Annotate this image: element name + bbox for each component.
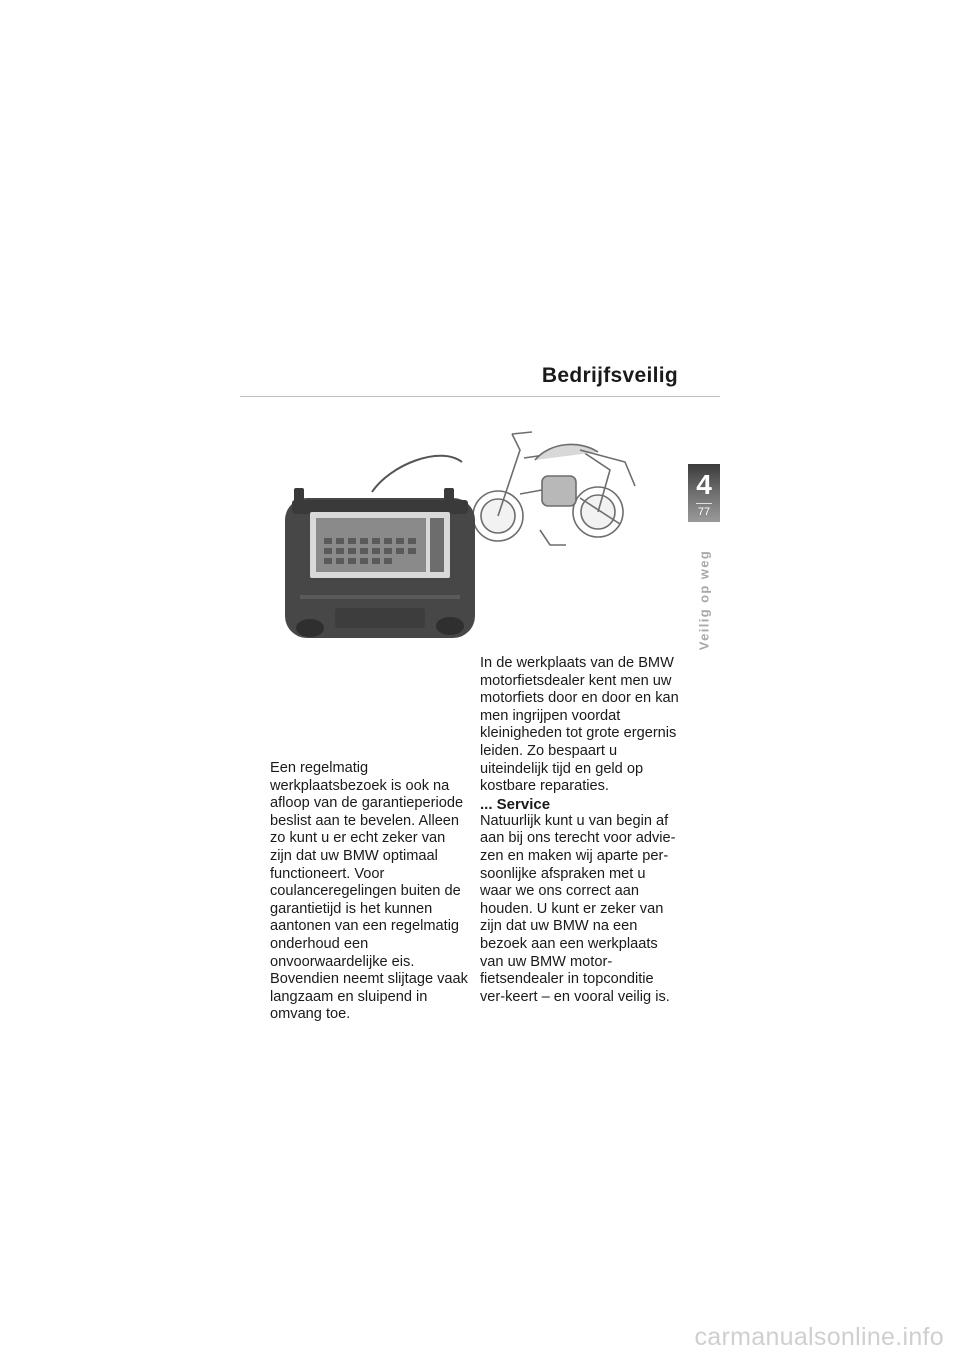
motorcycle-icon — [473, 432, 635, 545]
paragraph-service: Natuurlijk kunt u van begin af aan bij ons terecht voor advie-zen en maken wij aparte per-soonlijke afspraken met u waar we ons correct aan houden. U kunt er zeker van zijn dat uw BMW na een bezoek aan een werkplaats van uw BMW motor-fietsendealer in topconditie ver-keert – en vooral veilig is. — [480, 812, 676, 1005]
right-text-column — [480, 655, 680, 1006]
chapter-divider — [696, 503, 712, 504]
section-heading-service: ... Service — [480, 795, 551, 813]
left-text-column — [270, 760, 470, 1024]
chapter-number: 4 — [696, 469, 712, 500]
page-title: Bedrijfsveilig — [541, 364, 678, 387]
paragraph-maintenance: Een regelmatig werkplaatsbezoek is ook na afloop van de garantieperiode beslist aan te bevelen. Alleen zo kunt u er echt zeker van zijn dat uw BMW optimaal functioneert. Voor coulanceregelingen buiten de garantietijd is het kunnen aantonen van een regelmatig onderhoud een onvoorwaardelijke eis. Bovendien neemt slijtage vaak langzaam en sluipend in omvang toe. — [270, 760, 468, 1023]
chapter-tab — [688, 464, 720, 522]
page-number: 77 — [697, 506, 711, 518]
chapter-label: Veilig op weg — [696, 549, 712, 651]
title-rule — [240, 396, 720, 397]
cable — [372, 456, 462, 492]
paragraph-dealer: In de werkplaats van de BMW motorfietsdealer kent men uw motorfiets door en door en kan men ingrijpen voordat kleinigheden tot grote ergernis leiden. Zo bespaart u uiteindelijk tijd en geld op kostbare reparaties. — [480, 655, 679, 795]
diagnostic-tester-icon — [285, 488, 475, 638]
watermark[interactable]: carmanualsonline.info — [694, 1323, 944, 1351]
diagnostic-tester-and-motorcycle-image — [280, 420, 680, 650]
